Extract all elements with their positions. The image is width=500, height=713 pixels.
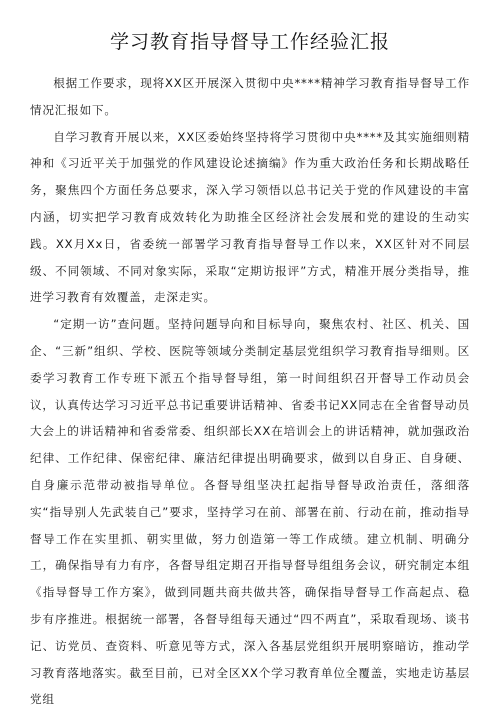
paragraph-intro: 根据工作要求，现将XX区开展深入贯彻中央****精神学习教育指导督导工作情况汇报如下。: [30, 76, 470, 117]
paragraph-overview: 自学习教育开展以来，XX区委始终坚持将学习贯彻中央****及其实施细则精神和《习近平关于加强党的作风建设论述摘编》作为重大政治任务和长期战略任务，聚焦四个方面任务总要求，深入学习领悟以总书记关于党的作风建设的丰富内涵，切实把学习教育成效转化为助推全区经济社会发展和党的建设的生动实践。XX月Xx日，省委统一部署学习教育指导督导工作以来，XX区针对不同层级、不同领域、不同对象实际，采取“定期访报评”方式，精准开展分类指导，推进学习教育有效覆盖，走深走实。: [30, 129, 470, 305]
document-title: 学习教育指导督导工作经验汇报: [109, 31, 390, 53]
paragraph-regular-visit: “定期一访”查问题。坚持问题导向和目标导向，聚焦农村、社区、机关、国企、“三新”组织、学校、医院等领域分类制定基层党组织学习教育指导细则。区委学习教育工作专班下派五个指导督导组，第一时间组织召开督导工作动员会议，认真传达学习习近平总书记重要讲话精神、省委书记XX同志在全省督导动员大会上的讲话精神和省委常委、组织部长XX在培训会上的讲话精神，就加强政治纪律、工作纪律、保密纪律、廉洁纪律提出明确要求，做到以自身正、自身硬、自身廉示范带动被指导单位。各督导组坚决扛起指导督导政治责任，落细落实“指导别人先武装自己”要求，坚持学习在前、部署在前、行动在前，推动指导督导工作在实里抓、朝实里做，努力创造第一等工作成绩。建立机制、明确分工，确保指导有力有序，各督导组定期召开指导督导组组务会议，研究制定本组《指导督导工作方案》，做到同题共商共做共答，确保指导督导工作高起点、稳步有序推进。根据统一部署，各督导组每天通过“四不两直”，采取看现场、谈书记、访党员、查资料、听意见等方式，深入各基层党组织开展明察暗访，推动学习教育落地落实。截至目前，已对全区XX个学习教育单位全覆盖，实地走访基层党组: [30, 317, 470, 707]
